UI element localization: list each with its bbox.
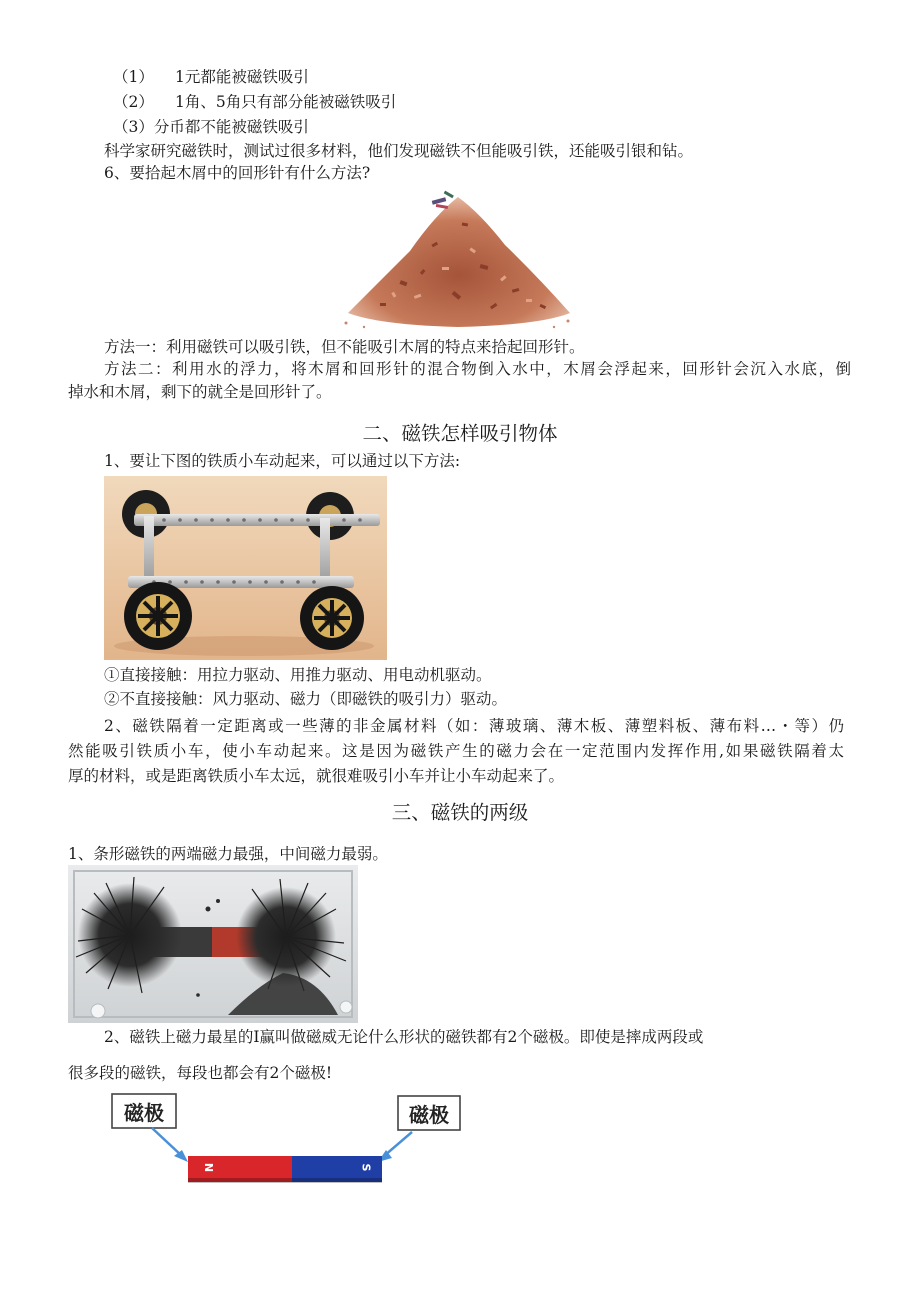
south-pole-letter: S: [359, 1163, 373, 1172]
list-marker: （3）: [113, 118, 154, 136]
method-1: 方法一：利用磁铁可以吸引铁，但不能吸引木屑的特点来拾起回形针。: [104, 338, 585, 356]
section-3-item-2-line-2: 很多段的磁铁，每段也都会有2个磁极!: [68, 1064, 333, 1082]
list-marker: （2）: [113, 93, 154, 111]
scientist-note: 科学家研究磁铁时，测试过很多材料，他们发现磁铁不但能吸引铁，还能吸引银和钻。: [104, 142, 694, 160]
left-arrow: [152, 1128, 182, 1156]
list-text: 1角、5角只有部分能被磁铁吸引: [175, 93, 397, 111]
section-3-item-1: 1、条形磁铁的两端磁力最强，中间磁力最弱。: [68, 845, 388, 863]
magnetic-pole-diagram: [108, 1090, 468, 1190]
section-2-item-2-line-1: 2、磁铁隔着一定距离或一些薄的非金属材料（如：薄玻璃、薄木板、薄塑料板、薄布料…・等）仍: [104, 717, 844, 735]
direct-contact-method: ①直接接触：用拉力驱动、用推力驱动、用电动机驱动。: [104, 666, 492, 684]
coin-item-2: [113, 91, 396, 113]
list-text: 1元都能被磁铁吸引: [175, 68, 309, 86]
section-2-item-2-line-3: 厚的材料，或是距离铁质小车太远，就很难吸引小车并让小车动起来了。: [68, 767, 565, 785]
section-3-item-2-line-1: 2、磁铁上磁力最星的I赢叫做磁威无论什么形状的磁铁都有2个磁极。即使是摔成两段或: [104, 1028, 704, 1046]
question-6: 6、要拾起木屑中的回形针有什么方法?: [104, 164, 371, 182]
section-2-title: 二、磁铁怎样吸引物体: [362, 422, 558, 445]
iron-cart-image: [104, 476, 387, 660]
section-2-item-2-line-2: 然能吸引铁质小车，使小车动起来。这是因为磁铁产生的磁力会在一定范围内发挥作用,如果磁铁隔着太: [68, 742, 844, 760]
right-arrow: [384, 1132, 412, 1156]
indirect-contact-method: ②不直接接触：风力驱动、磁力（即磁铁的吸引力）驱动。: [104, 690, 508, 708]
method-2-line-1: 方法二：利用水的浮力，将木屑和回形针的混合物倒入水中，木屑会浮起来，回形针会沉入水底，倒: [104, 360, 851, 378]
list-text: 分币都不能被磁铁吸引: [153, 118, 309, 136]
wood-shavings-image: [340, 185, 576, 331]
iron-filings-magnet-image: [68, 865, 358, 1023]
list-marker: （1）: [113, 68, 154, 86]
section-2-item-1: 1、要让下图的铁质小车动起来，可以通过以下方法:: [104, 452, 461, 470]
coin-item-1: [113, 66, 309, 88]
coin-item-3: [113, 116, 309, 138]
pole-label-left: 磁极: [124, 1101, 164, 1125]
pole-label-right: 磁极: [409, 1103, 449, 1127]
section-3-title: 三、磁铁的两级: [391, 801, 529, 824]
method-2-line-2: 掉水和木屑，剩下的就全是回形针了。: [68, 383, 332, 401]
north-pole-letter: N: [202, 1162, 216, 1173]
